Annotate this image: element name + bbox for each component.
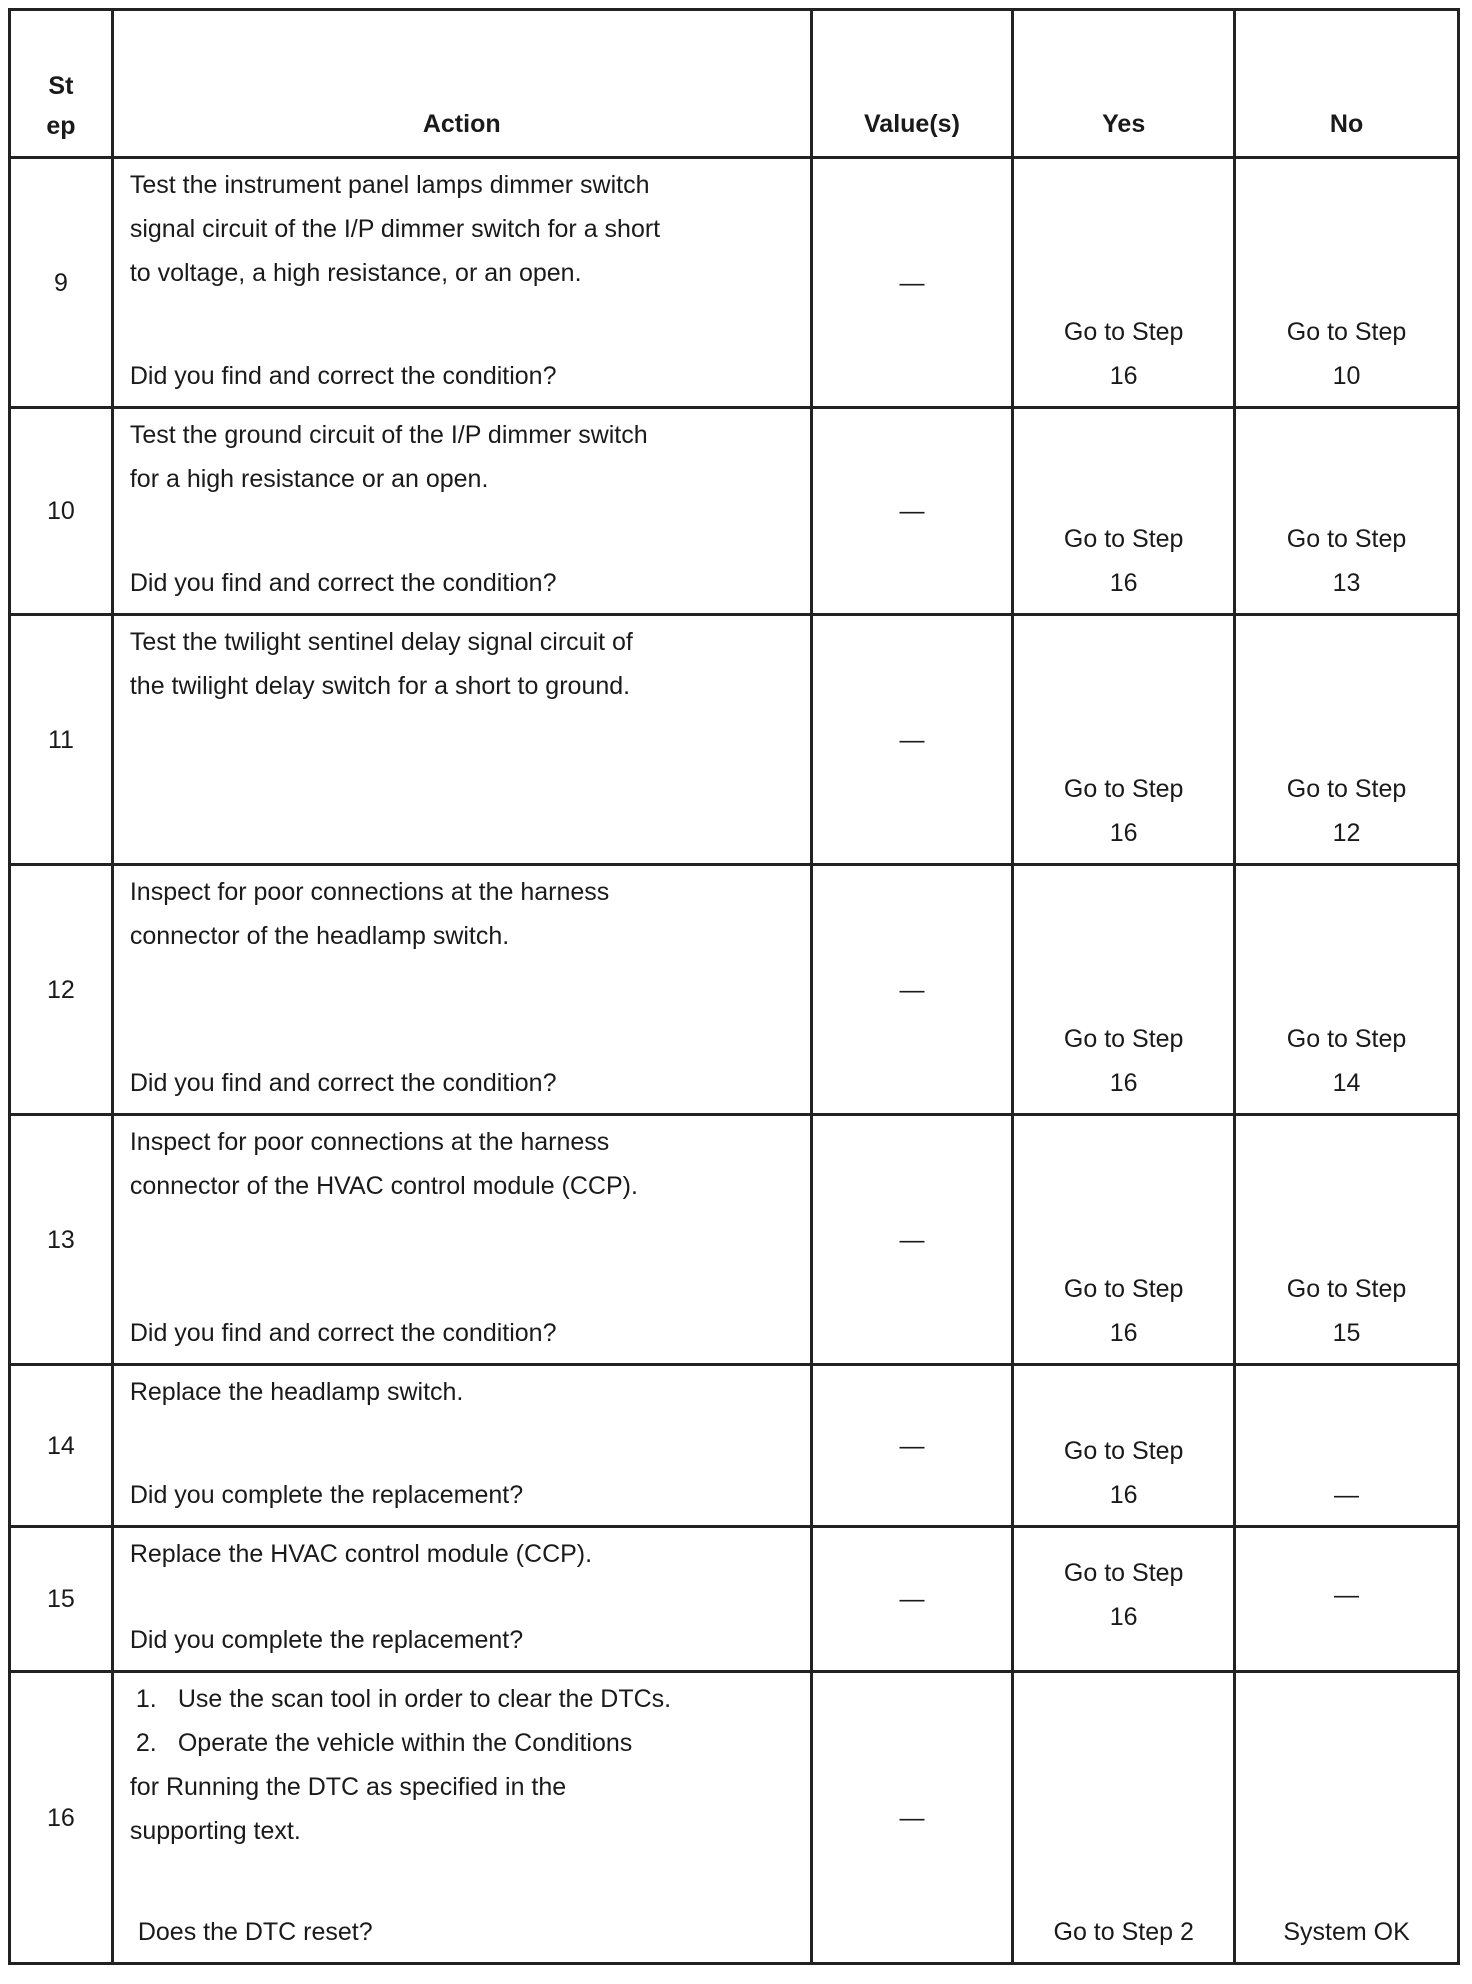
table-row bbox=[10, 865, 1459, 1115]
header-yes: Yes bbox=[1013, 10, 1235, 158]
no-step: 10 bbox=[1332, 362, 1361, 390]
action-list-item bbox=[130, 1677, 794, 1721]
action-line: Inspect for poor connections at the harness bbox=[129, 1128, 610, 1156]
no-cell bbox=[1235, 408, 1459, 615]
table-row bbox=[10, 1527, 1459, 1672]
yes-text: Go to Step bbox=[1063, 525, 1184, 553]
yes-cell bbox=[1013, 1672, 1235, 1964]
no-cell bbox=[1235, 1365, 1459, 1527]
yes-step: 16 bbox=[1109, 1603, 1138, 1631]
yes-text: Go to Step bbox=[1063, 318, 1184, 346]
step-number: 9 bbox=[10, 158, 113, 408]
table-row bbox=[10, 158, 1459, 408]
action-question: Did you complete the replacement? bbox=[129, 1481, 524, 1509]
action-cell bbox=[112, 1672, 811, 1964]
no-dash: — bbox=[1334, 1581, 1360, 1609]
no-step: 13 bbox=[1332, 569, 1361, 597]
yes-text: Go to Step bbox=[1063, 1559, 1184, 1587]
yes-step: 16 bbox=[1109, 1319, 1138, 1347]
table-row bbox=[10, 1115, 1459, 1365]
header-step-line1: St bbox=[48, 72, 74, 100]
step-number: 14 bbox=[10, 1365, 113, 1527]
action-list-item bbox=[130, 1721, 794, 1765]
header-step-line2: ep bbox=[46, 112, 76, 140]
header-action: Action bbox=[112, 10, 811, 158]
action-question: Did you complete the replacement? bbox=[129, 1626, 524, 1654]
yes-text: Go to Step bbox=[1063, 1275, 1184, 1303]
no-text: Go to Step bbox=[1286, 1275, 1407, 1303]
no-step: 15 bbox=[1332, 1319, 1361, 1347]
step-number: 10 bbox=[10, 408, 113, 615]
table-row bbox=[10, 1672, 1459, 1964]
list-text: Operate the vehicle within the Conditions bbox=[177, 1729, 633, 1757]
step-number: 13 bbox=[10, 1115, 113, 1365]
yes-cell bbox=[1013, 1527, 1235, 1672]
table-row bbox=[10, 408, 1459, 615]
no-cell bbox=[1235, 1527, 1459, 1672]
value-cell: — bbox=[811, 1527, 1013, 1672]
no-text: System OK bbox=[1283, 1918, 1410, 1946]
action-cell bbox=[112, 1115, 811, 1365]
action-line: supporting text. bbox=[129, 1817, 301, 1845]
table-row bbox=[10, 1365, 1459, 1527]
yes-text: Go to Step 2 bbox=[1053, 1918, 1194, 1946]
action-question: Did you find and correct the condition? bbox=[129, 362, 557, 390]
table-header-row bbox=[10, 10, 1459, 158]
no-cell bbox=[1235, 1672, 1459, 1964]
action-line: the twilight delay switch for a short to ground. bbox=[129, 672, 631, 700]
list-text: Use the scan tool in order to clear the DTCs. bbox=[177, 1685, 672, 1713]
value-cell: — bbox=[811, 408, 1013, 615]
header-values: Value(s) bbox=[811, 10, 1013, 158]
no-text: Go to Step bbox=[1286, 775, 1407, 803]
action-cell bbox=[112, 1365, 811, 1527]
action-question: Does the DTC reset? bbox=[137, 1918, 373, 1946]
action-cell bbox=[112, 408, 811, 615]
action-line: Test the ground circuit of the I/P dimmer switch bbox=[129, 421, 648, 449]
action-line: connector of the headlamp switch. bbox=[129, 922, 510, 950]
action-cell bbox=[112, 158, 811, 408]
no-step: 12 bbox=[1332, 819, 1361, 847]
table-row bbox=[10, 615, 1459, 865]
yes-text: Go to Step bbox=[1063, 1025, 1184, 1053]
no-text: Go to Step bbox=[1286, 318, 1407, 346]
step-number: 11 bbox=[10, 615, 113, 865]
action-question: Did you find and correct the condition? bbox=[129, 1319, 557, 1347]
action-cell bbox=[112, 1527, 811, 1672]
yes-step: 16 bbox=[1109, 362, 1138, 390]
list-number: 2. bbox=[135, 1729, 157, 1757]
yes-step: 16 bbox=[1109, 1481, 1138, 1509]
action-line: Test the twilight sentinel delay signal circuit of bbox=[129, 628, 633, 656]
action-question: Did you find and correct the condition? bbox=[129, 1069, 557, 1097]
no-cell bbox=[1235, 865, 1459, 1115]
yes-cell bbox=[1013, 408, 1235, 615]
no-text: Go to Step bbox=[1286, 1025, 1407, 1053]
action-line: signal circuit of the I/P dimmer switch for a short bbox=[129, 215, 661, 243]
header-no: No bbox=[1235, 10, 1459, 158]
action-line: for a high resistance or an open. bbox=[129, 465, 489, 493]
action-line: to voltage, a high resistance, or an open. bbox=[129, 259, 582, 287]
yes-step: 16 bbox=[1109, 1069, 1138, 1097]
action-line: Test the instrument panel lamps dimmer switch bbox=[129, 171, 650, 199]
yes-text: Go to Step bbox=[1063, 1437, 1184, 1465]
no-text: Go to Step bbox=[1286, 525, 1407, 553]
yes-cell bbox=[1013, 865, 1235, 1115]
yes-text: Go to Step bbox=[1063, 775, 1184, 803]
step-number: 16 bbox=[10, 1672, 113, 1964]
value-cell: — bbox=[811, 865, 1013, 1115]
value-cell: — bbox=[811, 1115, 1013, 1365]
yes-cell bbox=[1013, 1365, 1235, 1527]
yes-step: 16 bbox=[1109, 569, 1138, 597]
action-question: Did you find and correct the condition? bbox=[129, 569, 557, 597]
action-cell bbox=[112, 865, 811, 1115]
action-line: for Running the DTC as specified in the bbox=[129, 1773, 567, 1801]
action-line: Inspect for poor connections at the harness bbox=[129, 878, 610, 906]
action-line: Replace the headlamp switch. bbox=[129, 1378, 464, 1406]
value-cell: — bbox=[811, 1672, 1013, 1964]
list-number: 1. bbox=[135, 1685, 157, 1713]
yes-cell bbox=[1013, 615, 1235, 865]
action-line: Replace the HVAC control module (CCP). bbox=[129, 1540, 593, 1568]
yes-cell bbox=[1013, 1115, 1235, 1365]
step-number: 12 bbox=[10, 865, 113, 1115]
yes-cell bbox=[1013, 158, 1235, 408]
action-cell bbox=[112, 615, 811, 865]
no-dash: — bbox=[1334, 1481, 1360, 1509]
no-cell bbox=[1235, 615, 1459, 865]
value-cell: — bbox=[811, 615, 1013, 865]
value-cell: — bbox=[811, 1365, 1013, 1527]
value-cell: — bbox=[811, 158, 1013, 408]
diagnostic-table bbox=[8, 8, 1460, 1965]
step-number: 15 bbox=[10, 1527, 113, 1672]
no-cell bbox=[1235, 1115, 1459, 1365]
yes-step: 16 bbox=[1109, 819, 1138, 847]
no-step: 14 bbox=[1332, 1069, 1361, 1097]
action-line: connector of the HVAC control module (CCP). bbox=[129, 1172, 638, 1200]
header-step bbox=[10, 10, 113, 158]
no-cell bbox=[1235, 158, 1459, 408]
